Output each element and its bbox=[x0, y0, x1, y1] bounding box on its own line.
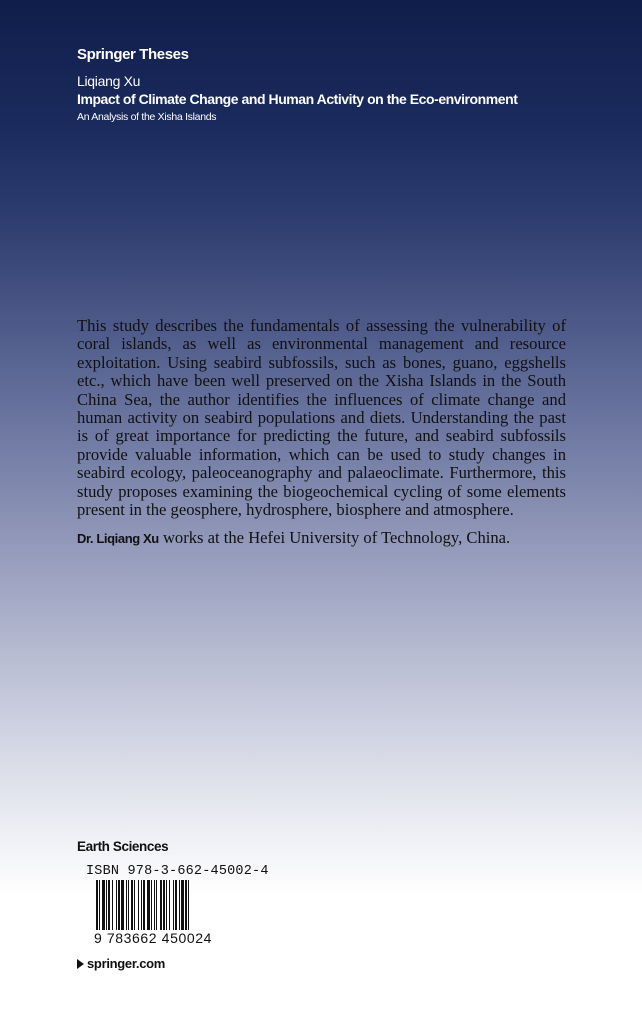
barcode-bar bbox=[185, 880, 187, 932]
barcode-bar bbox=[181, 880, 184, 932]
publisher-website-label: springer.com bbox=[87, 956, 166, 971]
author-bio-text: works at the Hefei University of Technology, China. bbox=[158, 528, 511, 547]
subject-category: Earth Sciences bbox=[77, 839, 169, 854]
barcode-bar bbox=[166, 880, 167, 932]
book-description: This study describes the fundamentals of assessing the vulnerability of coral islands, as well as environmental management and resource exploitation. Using seabird subfossils, such as bones, guano, eggshells etc., which have been well preserved on the Xisha Islands in the South China Sea, the author identifies the influences of climate change and human activity on seabird populations and diets. Understanding the past is of great importance for predicting the future, and seabird subfossils provide valuable information, which can be used to study changes in seabird ecology, paleoceanography and palaeoclimate. Furthermore, this study proposes examining the biogeochemical cycling of some elements present in the geosphere, hydrosphere, biosphere and atmosphere. bbox=[77, 316, 566, 520]
barcode-bar bbox=[154, 880, 155, 932]
barcode-bar bbox=[151, 880, 152, 932]
barcode-bar bbox=[121, 880, 124, 932]
barcode-bar bbox=[126, 880, 127, 932]
book-subtitle: An Analysis of the Xisha Islands bbox=[77, 111, 217, 123]
isbn-label: ISBN 978-3-662-45002-4 bbox=[86, 864, 269, 879]
barcode-bar bbox=[179, 880, 180, 932]
barcode-bar bbox=[163, 880, 165, 932]
barcode-bar bbox=[116, 880, 117, 932]
barcode-bar bbox=[160, 880, 162, 932]
barcode-bar bbox=[128, 880, 129, 932]
arrow-right-icon bbox=[77, 959, 84, 969]
barcode-digits: 9 783662 450024 bbox=[94, 930, 230, 946]
barcode-bar bbox=[102, 880, 105, 932]
barcode-bar bbox=[141, 880, 142, 932]
author-name: Liqiang Xu bbox=[77, 73, 141, 89]
barcode-bar bbox=[169, 880, 170, 932]
barcode-bar bbox=[106, 880, 107, 932]
barcode-bar bbox=[131, 880, 133, 932]
author-bio-name: Dr. Liqiang Xu bbox=[77, 531, 159, 546]
cover-header bbox=[77, 46, 597, 124]
barcode-bar bbox=[147, 880, 150, 932]
barcode-bar bbox=[108, 880, 110, 932]
barcode-bar bbox=[175, 880, 177, 932]
barcode-bar bbox=[138, 880, 139, 932]
barcode-bar bbox=[134, 880, 135, 932]
series-name: Springer Theses bbox=[77, 46, 189, 63]
author-bio bbox=[77, 528, 577, 548]
publisher-website[interactable] bbox=[77, 956, 165, 971]
book-title: Impact of Climate Change and Human Activity on the Eco-environment bbox=[77, 91, 518, 107]
barcode-bar bbox=[156, 880, 157, 932]
barcode-bar bbox=[173, 880, 174, 932]
barcode-bar bbox=[112, 880, 113, 932]
barcode-bar bbox=[118, 880, 120, 932]
